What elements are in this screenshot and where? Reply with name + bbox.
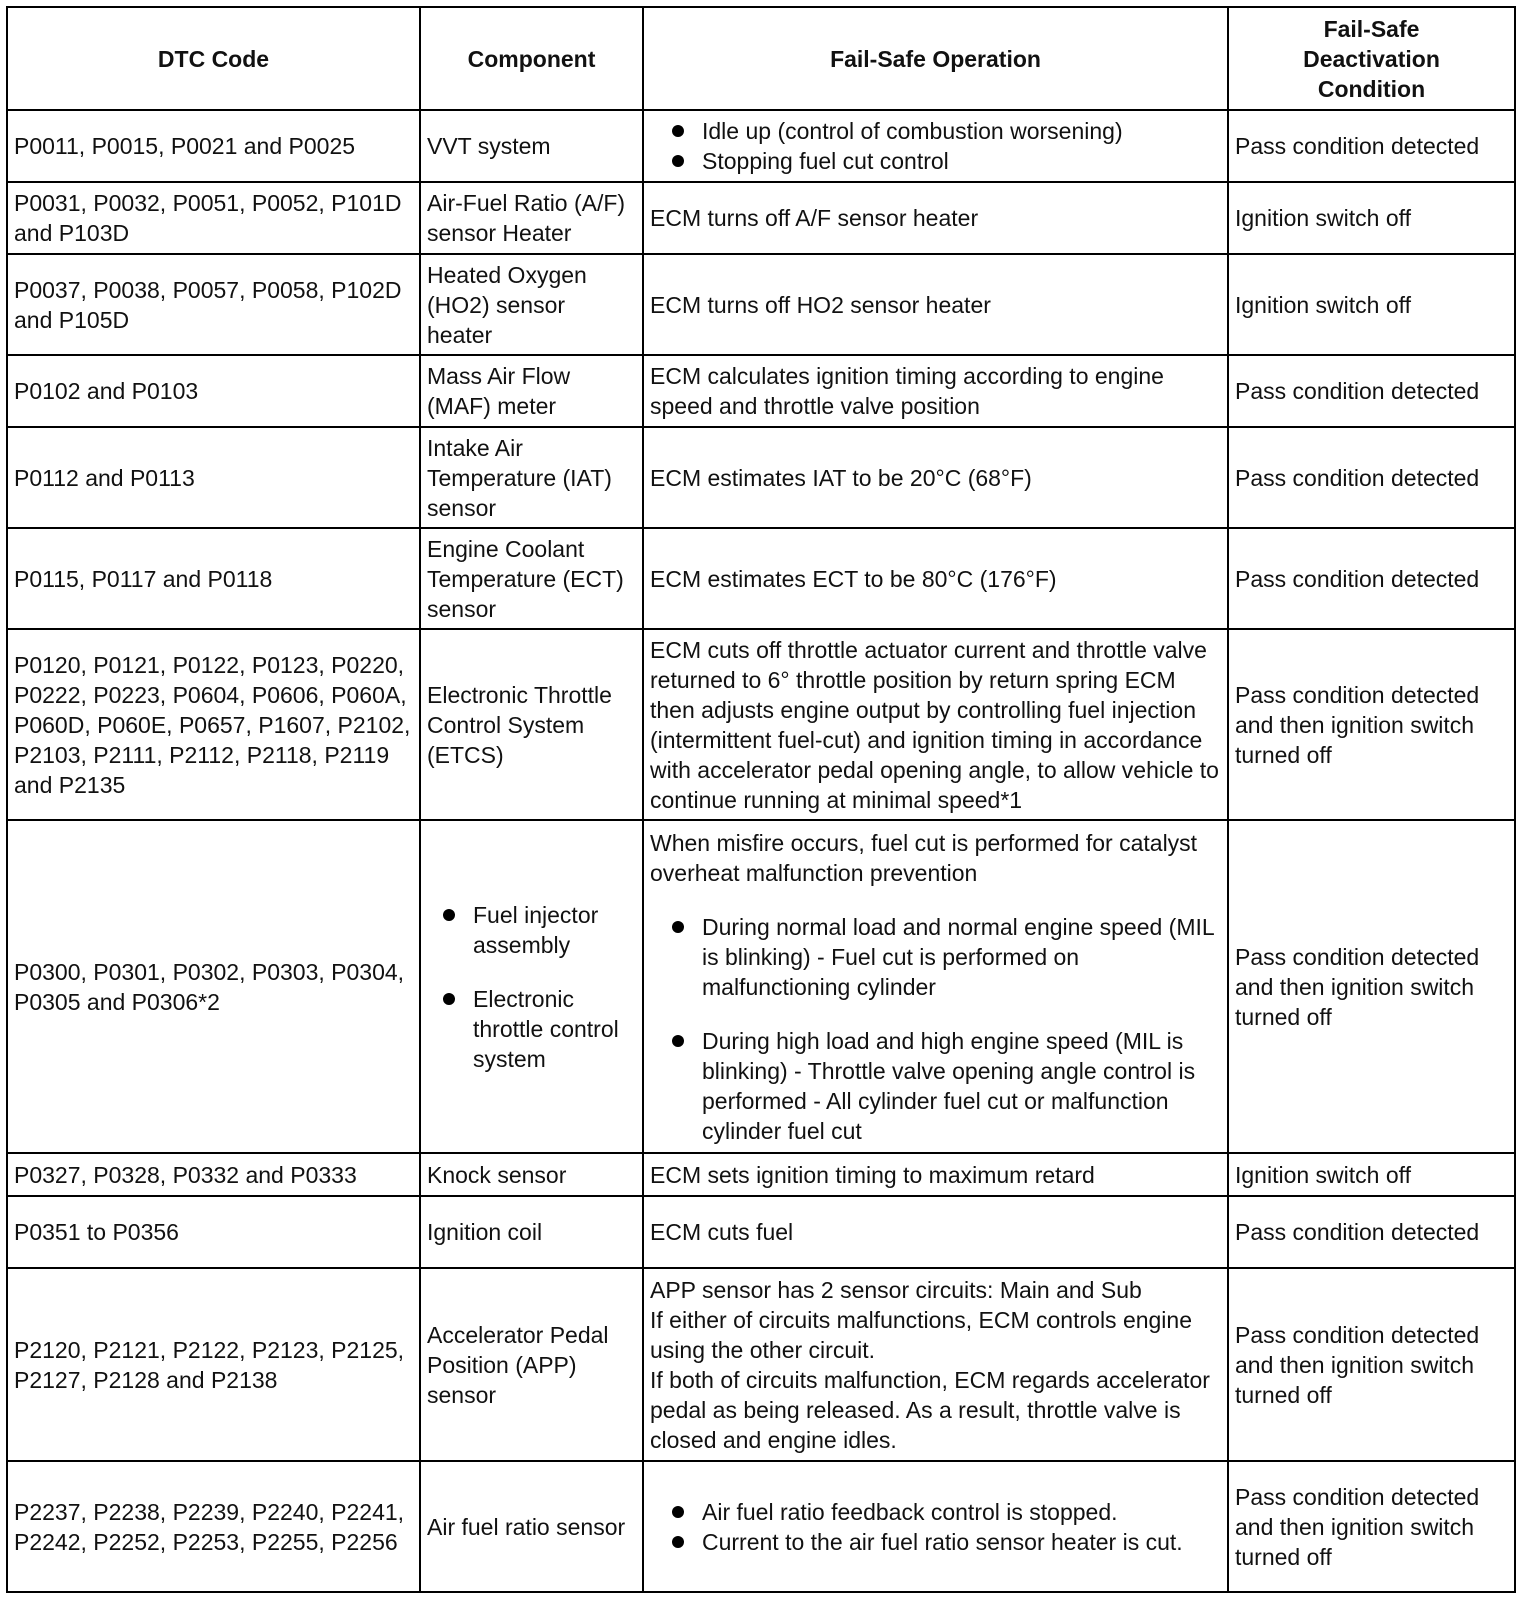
operation-cell: ECM cuts fuel [643,1196,1228,1268]
deactivation-cell: Pass condition detected and then ignition switch turned off [1228,629,1515,820]
component-cell: Intake Air Temperature (IAT) sensor [420,427,643,528]
operation-cell [643,1461,1228,1592]
deactivation-cell: Pass condition detected [1228,1196,1515,1268]
operation-cell [643,820,1228,1153]
dtc-cell: P0031, P0032, P0051, P0052, P101D and P103D [7,182,420,254]
component-cell: Accelerator Pedal Position (APP) sensor [420,1268,643,1461]
operation-cell: ECM turns off A/F sensor heater [643,182,1228,254]
fail-safe-table [6,6,1516,1593]
dtc-cell: P0102 and P0103 [7,355,420,427]
operation-cell: ECM estimates IAT to be 20°C (68°F) [643,427,1228,528]
operation-bullet: Idle up (control of combustion worsening) [650,116,1221,146]
dtc-cell: P0351 to P0356 [7,1196,420,1268]
header-dtc-code: DTC Code [7,7,420,110]
header-deactivation-condition [1228,7,1515,110]
component-bullet: Fuel injector assembly [421,900,636,960]
table-row [7,182,1515,254]
operation-bullet: During normal load and normal engine speed (MIL is blinking) - Fuel cut is performed on malfunctioning cylinder [650,912,1221,1002]
dtc-cell: P0327, P0328, P0332 and P0333 [7,1153,420,1196]
operation-cell: ECM turns off HO2 sensor heater [643,254,1228,355]
component-cell: Air-Fuel Ratio (A/F) sensor Heater [420,182,643,254]
dtc-cell: P2120, P2121, P2122, P2123, P2125, P2127, P2128 and P2138 [7,1268,420,1461]
deactivation-cell: Pass condition detected and then ignition switch turned off [1228,1461,1515,1592]
dtc-cell: P0112 and P0113 [7,427,420,528]
operation-line: If both of circuits malfunction, ECM regards accelerator pedal as being released. As a result, throttle valve is closed and engine idles. [650,1366,1210,1453]
operation-intro: When misfire occurs, fuel cut is performed for catalyst overheat malfunction prevention [650,829,1198,886]
operation-cell: ECM estimates ECT to be 80°C (176°F) [643,528,1228,629]
dtc-cell: P0120, P0121, P0122, P0123, P0220, P0222, P0223, P0604, P0606, P060A, P060D, P060E, P0657, P1607, P2102, P2103, P2111, P2112, P2118, P2119 and P2135 [7,629,420,820]
operation-bullet: Current to the air fuel ratio sensor heater is cut. [650,1527,1221,1557]
deactivation-cell: Pass condition detected and then ignition switch turned off [1228,820,1515,1153]
component-cell: Knock sensor [420,1153,643,1196]
table-row [7,427,1515,528]
table-row [7,1196,1515,1268]
component-cell: Heated Oxygen (HO2) sensor heater [420,254,643,355]
table-row [7,254,1515,355]
dtc-cell: P0037, P0038, P0057, P0058, P102D and P105D [7,254,420,355]
component-cell: Air fuel ratio sensor [420,1461,643,1592]
component-cell: VVT system [420,110,643,182]
header-component: Component [420,7,643,110]
component-cell: Engine Coolant Temperature (ECT) sensor [420,528,643,629]
table-row [7,820,1515,1153]
table-row [7,1461,1515,1592]
header-fail-safe-operation: Fail-Safe Operation [643,7,1228,110]
component-cell: Electronic Throttle Control System (ETCS) [420,629,643,820]
table-row [7,355,1515,427]
operation-cell: ECM sets ignition timing to maximum retard [643,1153,1228,1196]
operation-line: If either of circuits malfunctions, ECM controls engine using the other circuit. [650,1306,1193,1363]
component-cell: Ignition coil [420,1196,643,1268]
dtc-cell: P0300, P0301, P0302, P0303, P0304, P0305 and P0306*2 [7,820,420,1153]
operation-cell: ECM cuts off throttle actuator current and throttle valve returned to 6° throttle position by return spring ECM then adjusts engine output by controlling fuel injection (intermittent fuel-cut) and ignition timing in accordance with accelerator pedal opening angle, to allow vehicle to continue running at minimal speed*1 [643,629,1228,820]
operation-line: APP sensor has 2 sensor circuits: Main and Sub [650,1276,1142,1303]
operation-bullet: Air fuel ratio feedback control is stopped. [650,1497,1221,1527]
deactivation-cell: Pass condition detected [1228,110,1515,182]
operation-cell [643,1268,1228,1461]
dtc-cell: P0011, P0015, P0021 and P0025 [7,110,420,182]
operation-bullet: During high load and high engine speed (MIL is blinking) - Throttle valve opening angle control is performed - All cylinder fuel cut or malfunction cylinder fuel cut [650,1026,1221,1146]
deactivation-cell: Pass condition detected and then ignition switch turned off [1228,1268,1515,1461]
deactivation-cell: Pass condition detected [1228,355,1515,427]
table-row [7,629,1515,820]
component-bullet: Electronic throttle control system [421,984,636,1074]
header-deactivation-line-2: Deactivation [1303,45,1440,72]
table-row [7,1153,1515,1196]
header-deactivation-line-1: Fail-Safe [1323,15,1420,42]
deactivation-cell: Pass condition detected [1228,427,1515,528]
dtc-cell: P2237, P2238, P2239, P2240, P2241, P2242, P2252, P2253, P2255, P2256 [7,1461,420,1592]
table-row [7,1268,1515,1461]
deactivation-cell: Ignition switch off [1228,254,1515,355]
header-deactivation-line-3: Condition [1317,75,1426,102]
operation-cell [643,110,1228,182]
deactivation-cell: Ignition switch off [1228,182,1515,254]
deactivation-cell: Ignition switch off [1228,1153,1515,1196]
operation-cell: ECM calculates ignition timing according to engine speed and throttle valve position [643,355,1228,427]
dtc-cell: P0115, P0117 and P0118 [7,528,420,629]
operation-bullet: Stopping fuel cut control [650,146,1221,176]
component-cell [420,820,643,1153]
table-row [7,528,1515,629]
component-cell: Mass Air Flow (MAF) meter [420,355,643,427]
header-row [7,7,1515,110]
table-row [7,110,1515,182]
deactivation-cell: Pass condition detected [1228,528,1515,629]
